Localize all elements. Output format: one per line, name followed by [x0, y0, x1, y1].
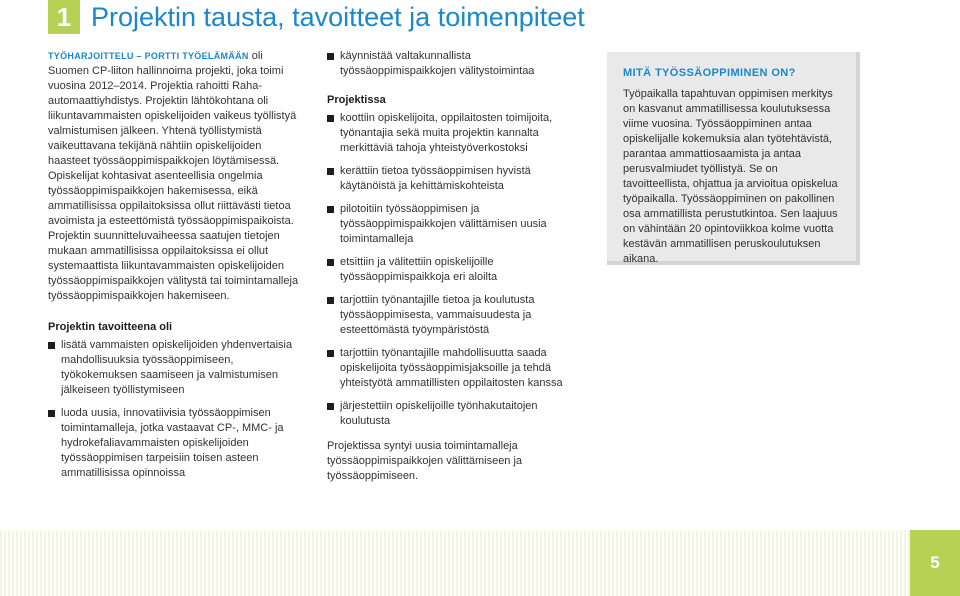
square-bullet-icon — [327, 259, 334, 266]
footer-band — [0, 530, 960, 596]
goals-list — [48, 338, 306, 481]
square-bullet-icon — [327, 206, 334, 213]
square-bullet-icon — [48, 342, 55, 349]
intro-paragraph — [48, 49, 306, 304]
square-bullet-icon — [327, 350, 334, 357]
closing-paragraph: Projektissa syntyi uusia toimintamalleja työssäoppimispaikkojen välittämiseen ja työssäoppimiseen. — [327, 440, 523, 482]
square-bullet-icon — [48, 410, 55, 417]
column-middle — [327, 49, 585, 484]
square-bullet-icon — [327, 115, 334, 122]
square-bullet-icon — [327, 297, 334, 304]
list-item — [327, 346, 585, 391]
square-bullet-icon — [327, 53, 334, 60]
list-item — [327, 399, 585, 429]
action-text: järjestettiin opiskelijoille työnhakutaitojen koulutusta — [340, 400, 538, 427]
intro-text: oli Suomen CP-liiton hallinnoima projekti, joka toimi vuosina 2012–2014. Projektia rahoitti Raha-automaattiyhdistys. Projektin lähtökohtana oli liikuntavammaisten opiskelijoiden vaikeus työllistyä valmistumisen jälkeen. Yhtenä työllistymistä vaikeuttavana tekijänä nähtiin opiskelijoiden haasteet työssäoppimispaikkojen löytämisessä. Opiskelijat kohtasivat asenteellisia ongelmia työssäoppimispaikkojen hakemisessa, eikä ammatillisissa oppilaitoksissa ollut riittävästi tietoa avoimista ja esteettömistä työssäoppimispaikoista. Projektin suunnitteluvaiheessa saatujen tietojen mukaan ammatillisissa oppilaitoksissa ei ollut systemaattista liikuntavammaisten opiskelijoiden työssäoppimispaikkojen välitystä tai toimintamalleja työssäoppimispaikkojen hakemiseen. — [48, 50, 299, 302]
list-item — [327, 293, 585, 338]
square-bullet-icon — [327, 168, 334, 175]
actions-list — [327, 111, 585, 429]
goal-text: luoda uusia, innovatiivisia työssäoppimisen toimintamalleja, jotka vastaavat CP-, MMC- ja hydrokefaliavammaisten opiskelijoiden työssäoppimisen tarpeisiin toisen asteen ammatillisissa opinnoissa — [61, 407, 284, 479]
intro-lead: TYÖHARJOITTELU – PORTTI TYÖELÄMÄÄN — [48, 51, 249, 61]
list-item — [327, 255, 585, 285]
goals-heading: Projektin tavoitteena oli — [48, 321, 173, 333]
list-item — [327, 164, 585, 194]
action-text: kerättiin tietoa työssäoppimisen hyvistä käytänöistä ja kehittämiskohteista — [340, 165, 531, 192]
list-item — [327, 49, 585, 79]
info-box-text: Työpaikalla tapahtuvan oppimisen merkitys on kasvanut ammatillisessa koulutuksessa viime vuosina. Työssäoppiminen antaa opiskelijalle kokemuksia alan työtehtävistä, parantaa ammattiosaamista ja antaa perusvalmiudet työllistyä. Se on tavoitteellista, ohjattua ja arvioitua opiskelua työpaikalla. Työssäoppiminen on pakollinen osa ammatillista perustutkintoa. Sen laajuus on vähintään 20 opintoviikkoa kolme vuotta kestävän ammatillisen peruskoulutuksen aikana. — [623, 88, 838, 265]
project-heading: Projektissa — [327, 94, 386, 106]
action-text: etsittiin ja välitettiin opiskelijoille työssäoppimispaikkoja eri aloilta — [340, 256, 498, 283]
top-item-text: käynnistää valtakunnallista työssäoppimispaikkojen välitystoimintaa — [340, 50, 535, 77]
column-left — [48, 49, 306, 489]
list-item — [327, 111, 585, 156]
action-text: tarjottiin työnantajille mahdollisuutta saada opiskelijoita työssäoppimisjaksoille ja tehdä yhteistyötä ammatillisten oppilaitosten kanssa — [340, 347, 563, 389]
info-box — [607, 52, 860, 265]
goal-text: lisätä vammaisten opiskelijoiden yhdenvertaisia mahdollisuuksia työssäoppimiseen, työkokemuksen saamiseen ja valmistumisen jälkeiseen työllistymiseen — [61, 339, 293, 396]
page-number: 5 — [910, 530, 960, 596]
square-bullet-icon — [327, 403, 334, 410]
top-list — [327, 49, 585, 79]
info-box-title: MITÄ TYÖSSÄOPPIMINEN ON? — [623, 67, 796, 79]
list-item — [327, 202, 585, 247]
list-item — [48, 338, 306, 398]
action-text: koottiin opiskelijoita, oppilaitosten toimijoita, työnantajia sekä muita projektin kannalta merkittäviä tahoja yhteistyöverkostoksi — [340, 112, 553, 154]
action-text: pilotoitiin työssäoppimisen ja työssäoppimispaikkojen välittämisen uusia toimintamalleja — [340, 203, 547, 245]
action-text: tarjottiin työnantajille tietoa ja koulutusta työssäoppimisesta, vammaisuudesta ja esteettömästä työympäristöstä — [340, 294, 535, 336]
list-item — [48, 406, 306, 481]
chapter-number: 1 — [48, 0, 80, 34]
page-title: Projektin tausta, tavoitteet ja toimenpiteet — [91, 2, 585, 32]
